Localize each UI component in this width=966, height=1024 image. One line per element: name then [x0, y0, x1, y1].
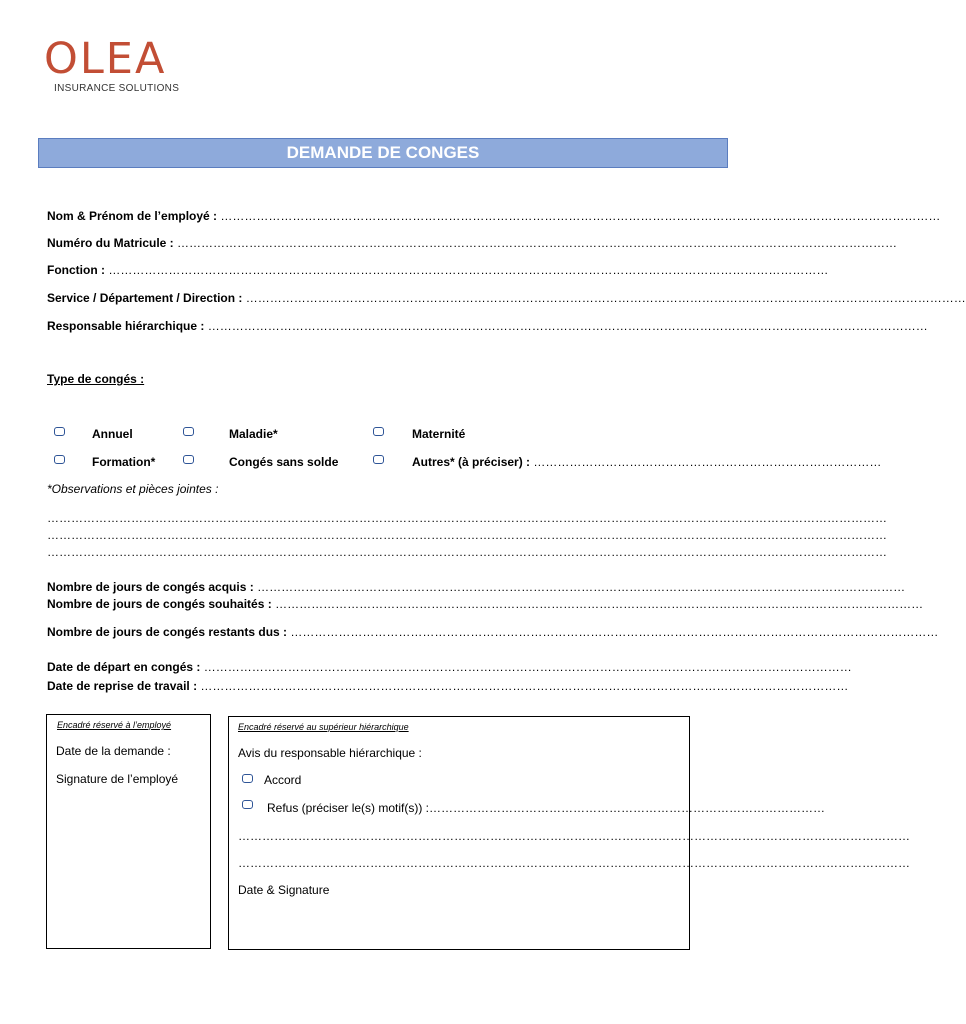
field-other-specify[interactable]: [412, 455, 882, 469]
field-function[interactable]: [47, 263, 829, 277]
fill-dots: ………………………………………………………………………………………………………………………………………………………………: [220, 209, 941, 223]
checkbox-accord[interactable]: [242, 774, 253, 783]
field-return-date[interactable]: [47, 679, 849, 693]
field-label: Nom & Prénom de l’employé :: [47, 209, 218, 223]
checkbox-other[interactable]: [373, 455, 384, 464]
field-days-remaining[interactable]: [47, 625, 939, 639]
fill-dots: ………………………………………………………………………………………………………………………………………………: [203, 660, 852, 674]
fill-dots: ………………………………………………………………………………………………………………………………………………: [200, 679, 849, 693]
checkbox-sick[interactable]: [183, 427, 194, 436]
checkbox-annual[interactable]: [54, 427, 65, 436]
refus-reason-line-2[interactable]: ……………………………………………………………………………………………………………………………………………………: [238, 856, 910, 870]
field-days-acquired[interactable]: [47, 580, 906, 594]
field-employee-id[interactable]: [47, 236, 898, 250]
employee-box-caption: Encadré réservé à l’employé: [57, 720, 172, 730]
field-manager[interactable]: [47, 319, 928, 333]
fill-dots: ………………………………………………………………………………………: [429, 801, 826, 815]
option-label-unpaid: Congés sans solde: [229, 455, 339, 469]
checkbox-training[interactable]: [54, 455, 65, 464]
option-label-annual: Annuel: [92, 427, 133, 441]
manager-box-caption: Encadré réservé au supérieur hiérarchique: [238, 722, 409, 732]
company-tagline: INSURANCE SOLUTIONS: [54, 83, 180, 94]
fill-dots: ………………………………………………………………………………………………………………………………………………: [290, 625, 939, 639]
company-logo: OLEA: [44, 34, 167, 84]
field-refus-reason[interactable]: [267, 801, 826, 815]
refus-reason-line-1[interactable]: ……………………………………………………………………………………………………………………………………………………: [238, 829, 910, 843]
fill-dots: ………………………………………………………………………………………………………………………………………………: [275, 597, 924, 611]
field-label: Nombre de jours de congés acquis :: [47, 580, 254, 594]
observations-line-3[interactable]: …………………………………………………………………………………………………………………………………………………………………………………………: [47, 545, 887, 559]
field-department[interactable]: [47, 291, 966, 305]
field-label: Nombre de jours de congés restants dus :: [47, 625, 288, 639]
manager-opinion-label: Avis du responsable hiérarchique :: [238, 746, 422, 760]
field-label: Date de départ en congés :: [47, 660, 201, 674]
field-departure-date[interactable]: [47, 660, 852, 674]
form-title: DEMANDE DE CONGES: [286, 143, 480, 162]
option-label-other: Autres* (à préciser) :: [412, 455, 531, 469]
checkbox-unpaid[interactable]: [183, 455, 194, 464]
leave-type-heading: Type de congés :: [47, 372, 145, 386]
form-title-bar: [38, 138, 728, 168]
field-label: Service / Département / Direction :: [47, 291, 243, 305]
observations-line-1[interactable]: …………………………………………………………………………………………………………………………………………………………………………………………: [47, 511, 887, 525]
fill-dots: ………………………………………………………………………………………………………………………………………………………………: [245, 291, 966, 305]
field-days-requested[interactable]: [47, 597, 924, 611]
checkbox-maternity[interactable]: [373, 427, 384, 436]
fill-dots: ………………………………………………………………………………………………………………………………………………………………: [108, 263, 829, 277]
field-label: Nombre de jours de congés souhaités :: [47, 597, 272, 611]
employee-signature-label: Signature de l’employé: [56, 772, 179, 786]
accord-label: Accord: [264, 773, 302, 787]
checkbox-refus[interactable]: [242, 800, 253, 809]
observations-label: *Observations et pièces jointes :: [47, 482, 219, 496]
fill-dots: ………………………………………………………………………………………………………………………………………………………………: [207, 319, 928, 333]
option-label-sick: Maladie*: [229, 427, 278, 441]
field-employee-name[interactable]: [47, 209, 941, 223]
refus-label: Refus (préciser le(s) motif(s)) :: [267, 801, 430, 815]
fill-dots: ………………………………………………………………………………………………………………………………………………………………: [177, 236, 898, 250]
field-label: Responsable hiérarchique :: [47, 319, 205, 333]
manager-box: [228, 716, 910, 950]
option-label-maternity: Maternité: [412, 427, 466, 441]
fill-dots: ………………………………………………………………………………………………………………………………………………: [257, 580, 906, 594]
request-date-label: Date de la demande :: [56, 744, 171, 758]
employee-box: [46, 714, 211, 949]
fill-dots: ……………………………………………………………………………: [530, 455, 882, 469]
date-signature-label: Date & Signature: [238, 883, 330, 897]
observations-line-2[interactable]: …………………………………………………………………………………………………………………………………………………………………………………………: [47, 528, 887, 542]
field-label: Date de reprise de travail :: [47, 679, 198, 693]
field-label: Numéro du Matricule :: [47, 236, 174, 250]
field-label: Fonction :: [47, 263, 105, 277]
option-label-training: Formation*: [92, 455, 156, 469]
